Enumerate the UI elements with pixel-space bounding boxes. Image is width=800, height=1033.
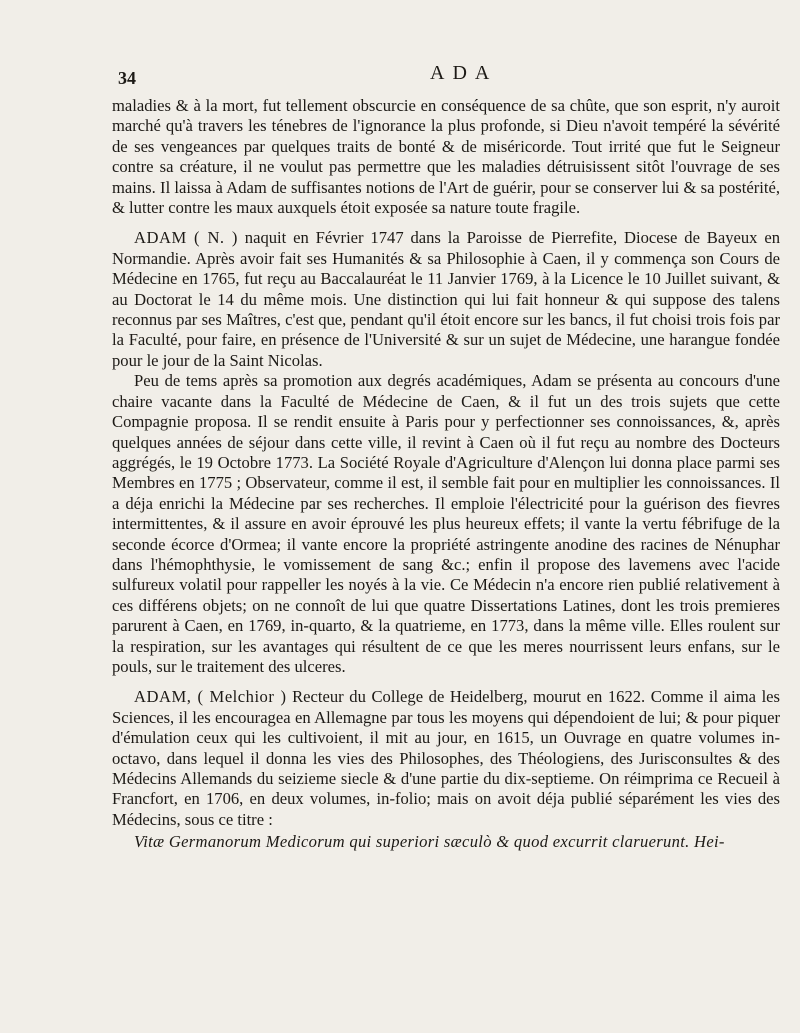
page-header xyxy=(112,60,770,88)
entry-heading: ADAM ( N. ) xyxy=(134,228,238,248)
entry-text: naquit en Février 1747 dans la Paroisse de Pierrefite, Diocese de Bayeux en Normandie. Après avoir fait ses Humanités & sa Philosophie à Caen, il y commença son Cours de Médecine en 1765, fut reçu au Baccalauréat le 11 Janvier 1769, à la Licence le 10 Juillet suivant, & au Doctorat le 14 du même mois. Une distinction qui lui fait honneur & qui suppose des talens reconnus par ses Maîtres, c'est que, pendant qu'il étoit encore sur les bancs, il fut choisi trois fois par la Faculté, pour faire, en présence de l'Université & sur un sujet de Médecine, une harangue fondée pour le jour de la Saint Nicolas. xyxy=(112,228,780,370)
paragraph-adam-intro: maladies & à la mort, fut tellement obscurcie en conséquence de sa chûte, que son esprit, n'y auroit marché qu'à travers les ténebres de l'ignorance la plus profonde, si Dieu n'avoit tempéré la sévérité de ses vengeances par quelques traits de bonté & de miséricorde. Tout irrité que fut le Seigneur contre sa créature, il ne voulut pas permettre que les maladies détruisissent sitôt l'ouvrage de ses mains. Il laissa à Adam de suffisantes notions de l'Art de guérir, pour se conserver lui & sa postérité, & lutter contre les maux auxquels étoit exposée sa nature toute fragile. xyxy=(112,96,780,218)
page-number: 34 xyxy=(118,68,136,88)
page-body xyxy=(112,96,780,869)
book-title-line: Vitæ Germanorum Medicorum qui superiori sæculò & quod excurrit claruerunt. Hei- xyxy=(134,832,725,852)
paragraph-adam-n-career: Peu de tems après sa promotion aux degrés académiques, Adam se présenta au concours d'une chaire vacante dans la Faculté de Médecine de Caen, & il fut un des trois sujets que cette Compagnie proposa. Il se rendit ensuite à Paris pour y perfectionner ses connoissances, &, après quelques années de séjour dans cette ville, il revint à Caen où il fut reçu au nombre des Docteurs aggrégés, le 19 Octobre 1773. La Société Royale d'Agriculture d'Alençon lui donna place parmi ses Membres en 1775 ; Observateur, comme il est, il semble fait pour en multiplier les connoissances. Il a déja enrichi la Médecine par ses recherches. Il emploie l'électricité pour la guérison des fievres intermittentes, & il assure en avoir éprouvé les plus heureux effets; il vante la vertu fébrifuge de la seconde écorce d'Ormea; il vante encore la propriété astringente anodine des racines de Nénuphar dans l'hémophthysie, le vomissement de sang &c.; enfin il propose des lavemens avec l'acide sulfureux volatil pour rappeller les noyés à la vie. Ce Médecin n'a encore rien publié relativement à ces différens objets; on ne connoît de lui que quatre Dissertations Latines, dont les trois premieres parurent à Caen, en 1769, in-quarto, & la quatrieme, en 1773, dans la même ville. Elles roulent sur la respiration, sur les avantages qui résultent de ce que les meres nourrissent leurs enfans, sur le pouls, sur le traitement des ulceres. xyxy=(112,371,780,676)
entry-heading: ADAM, ( Melchior ) xyxy=(134,687,287,707)
running-head: ADA xyxy=(430,62,498,84)
entry-adam-melchior xyxy=(112,687,780,830)
entry-text: Recteur du College de Heidelberg, mourut en 1622. Comme il aima les Sciences, il les encouragea en Allemagne par tous les moyens qui dépendoient de lui; & pour piquer d'émulation ceux qui les cultivoient, il mit au jour, en 1615, un Ouvrage en quatre volumes in-octavo, dans lequel il donna les vies des Philosophes, des Théologiens, des Jurisconsultes & des Médecins Allemands du seizieme siecle & d'une partie du dix-septieme. On réimprima ce Recueil à Francfort, en 1706, en deux volumes, in-folio; mais on avoit déja publié séparément les vies des Médecins, sous ce titre : xyxy=(112,687,781,829)
entry-adam-n xyxy=(112,228,780,371)
